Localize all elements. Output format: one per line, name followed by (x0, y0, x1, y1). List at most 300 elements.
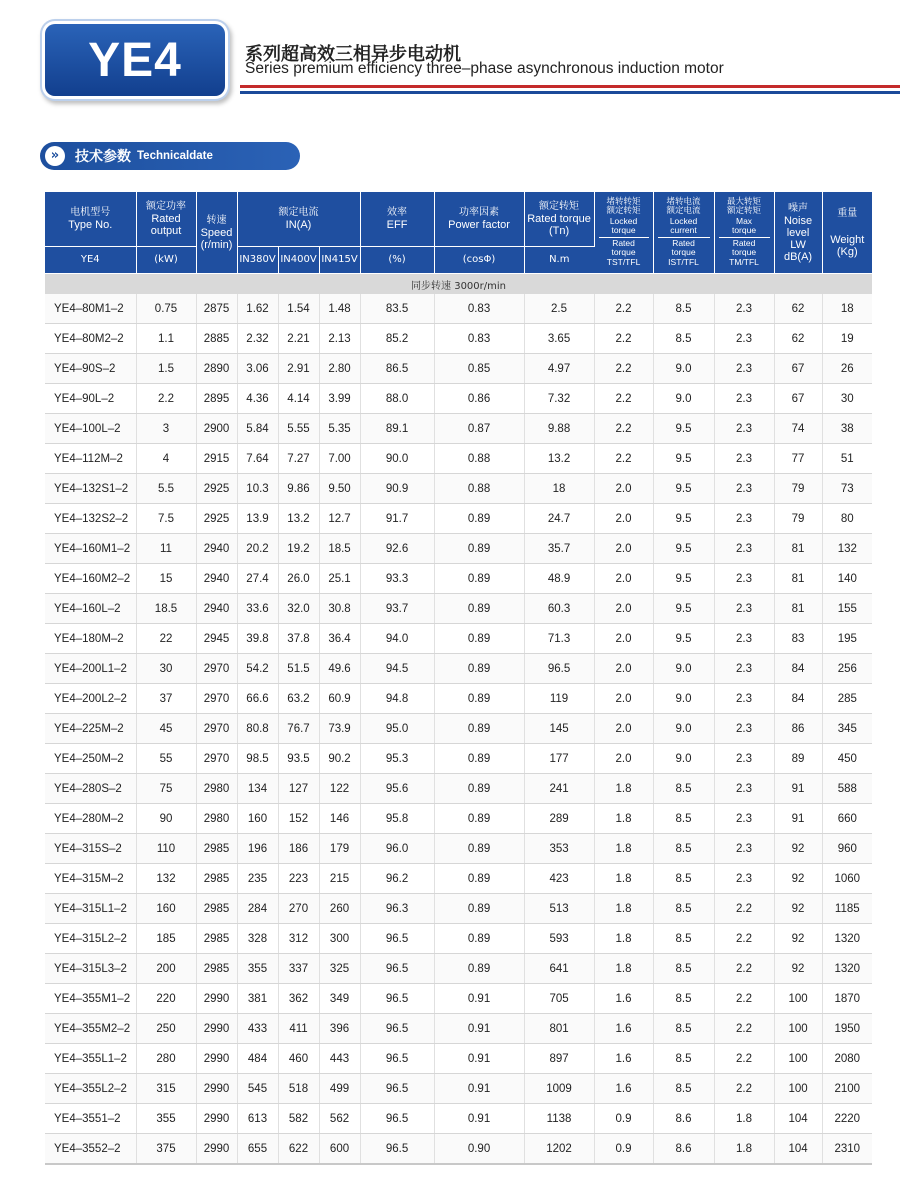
pf-en: Power factor (448, 219, 510, 231)
cell-weight: 588 (822, 774, 872, 804)
table-row (45, 744, 872, 774)
cell-weight: 1060 (822, 864, 872, 894)
cell-i415: 73.9 (319, 714, 360, 744)
cell-type: YE4–315M–2 (45, 864, 136, 894)
noise-en2: level (786, 226, 810, 239)
ist-en5: IST/TFL (668, 256, 699, 267)
table-row (45, 1044, 872, 1074)
cell-i400: 362 (278, 984, 319, 1014)
cell-pf: 0.85 (434, 354, 524, 384)
cell-i380: 433 (237, 1014, 278, 1044)
cell-i400: 63.2 (278, 684, 319, 714)
cell-tst: 2.2 (594, 324, 653, 354)
cell-i380: 5.84 (237, 414, 278, 444)
cell-ist: 8.5 (653, 1014, 714, 1044)
cell-eff: 96.5 (360, 1104, 434, 1134)
cell-i415: 60.9 (319, 684, 360, 714)
cell-speed: 2980 (196, 774, 237, 804)
cell-speed: 2875 (196, 294, 237, 324)
cell-pf: 0.83 (434, 294, 524, 324)
cell-eff: 94.8 (360, 684, 434, 714)
cell-i380: 484 (237, 1044, 278, 1074)
cell-tm: 2.3 (714, 834, 774, 864)
col-header-output (136, 192, 196, 247)
tm-en4: torque (731, 247, 757, 258)
cell-tst: 2.2 (594, 414, 653, 444)
cell-eff: 96.5 (360, 1134, 434, 1165)
cell-i415: 5.35 (319, 414, 360, 444)
cell-i380: 355 (237, 954, 278, 984)
cell-tm: 2.3 (714, 714, 774, 744)
cell-type: YE4–180M–2 (45, 624, 136, 654)
cell-pf: 0.87 (434, 414, 524, 444)
cell-speed: 2990 (196, 1134, 237, 1165)
cell-eff: 88.0 (360, 384, 434, 414)
cell-weight: 155 (822, 594, 872, 624)
table-row (45, 954, 872, 984)
eff-unit: (%) (360, 247, 434, 274)
cell-pf: 0.89 (434, 744, 524, 774)
cell-i400: 9.86 (278, 474, 319, 504)
cell-tm: 2.3 (714, 684, 774, 714)
cell-tn: 71.3 (524, 624, 594, 654)
section-title-cn: 技术参数 (75, 149, 131, 165)
cell-pf: 0.91 (434, 1104, 524, 1134)
cell-tst: 2.0 (594, 534, 653, 564)
cell-noise: 77 (774, 444, 822, 474)
cell-tn: 7.32 (524, 384, 594, 414)
cell-output: 75 (136, 774, 196, 804)
tst-en2: torque (611, 225, 636, 236)
cell-weight: 2310 (822, 1134, 872, 1165)
table-body (45, 294, 872, 1164)
cell-i400: 460 (278, 1044, 319, 1074)
cell-tst: 2.0 (594, 714, 653, 744)
tm-cn1: 最大转矩 (727, 196, 762, 207)
cell-noise: 67 (774, 384, 822, 414)
cell-tst: 1.8 (594, 864, 653, 894)
cell-i400: 152 (278, 804, 319, 834)
noise-en4: dB(A) (783, 250, 813, 263)
cell-speed: 2990 (196, 1074, 237, 1104)
cell-i415: 179 (319, 834, 360, 864)
cell-i380: 54.2 (237, 654, 278, 684)
col-header-tm (714, 192, 774, 274)
cell-ist: 8.5 (653, 324, 714, 354)
cell-tn: 897 (524, 1044, 594, 1074)
cell-weight: 132 (822, 534, 872, 564)
cell-eff: 96.5 (360, 954, 434, 984)
output-unit: (kW) (136, 247, 196, 274)
cell-type: YE4–315L2–2 (45, 924, 136, 954)
cell-tst: 2.2 (594, 384, 653, 414)
cell-ist: 9.5 (653, 414, 714, 444)
eff-en: EFF (386, 219, 408, 231)
cell-noise: 104 (774, 1134, 822, 1165)
cell-eff: 96.5 (360, 1014, 434, 1044)
cell-ist: 8.6 (653, 1134, 714, 1165)
cell-weight: 1320 (822, 954, 872, 984)
output-en2: output (150, 225, 182, 237)
cell-tm: 2.2 (714, 984, 774, 1014)
cell-tn: 177 (524, 744, 594, 774)
cell-output: 280 (136, 1044, 196, 1074)
cell-speed: 2885 (196, 324, 237, 354)
cell-i400: 4.14 (278, 384, 319, 414)
tst-en4: torque (611, 247, 636, 258)
cell-ist: 9.0 (653, 654, 714, 684)
cell-i415: 443 (319, 1044, 360, 1074)
cell-tst: 1.8 (594, 804, 653, 834)
header-rule-blue (240, 91, 900, 94)
cell-tm: 2.3 (714, 444, 774, 474)
sync-speed-row (45, 274, 872, 295)
cell-i380: 20.2 (237, 534, 278, 564)
tm-cn2: 额定转矩 (727, 206, 762, 217)
table-row (45, 594, 872, 624)
cell-ist: 8.5 (653, 774, 714, 804)
cell-weight: 73 (822, 474, 872, 504)
cell-pf: 0.89 (434, 804, 524, 834)
cell-tn: 241 (524, 774, 594, 804)
cell-i380: 284 (237, 894, 278, 924)
cell-tst: 1.8 (594, 774, 653, 804)
cell-noise: 84 (774, 654, 822, 684)
cell-i400: 5.55 (278, 414, 319, 444)
cell-pf: 0.89 (434, 714, 524, 744)
cell-i380: 613 (237, 1104, 278, 1134)
cell-i415: 1.48 (319, 294, 360, 324)
cell-i415: 300 (319, 924, 360, 954)
cell-i415: 562 (319, 1104, 360, 1134)
cell-tm: 1.8 (714, 1134, 774, 1165)
ye4-logo (45, 24, 225, 96)
cell-tst: 2.0 (594, 624, 653, 654)
speed-en: Speed (200, 226, 233, 239)
cell-pf: 0.89 (434, 834, 524, 864)
cell-speed: 2985 (196, 954, 237, 984)
cell-eff: 94.0 (360, 624, 434, 654)
cell-i400: 13.2 (278, 504, 319, 534)
cell-i415: 3.99 (319, 384, 360, 414)
table-row (45, 1014, 872, 1044)
cell-weight: 80 (822, 504, 872, 534)
cell-weight: 18 (822, 294, 872, 324)
cell-tn: 1138 (524, 1104, 594, 1134)
cell-tn: 641 (524, 954, 594, 984)
cell-ist: 8.5 (653, 294, 714, 324)
cell-tst: 2.2 (594, 354, 653, 384)
cell-eff: 96.5 (360, 924, 434, 954)
cell-weight: 19 (822, 324, 872, 354)
cell-speed: 2970 (196, 714, 237, 744)
cell-eff: 95.3 (360, 744, 434, 774)
cell-speed: 2970 (196, 744, 237, 774)
cell-pf: 0.89 (434, 894, 524, 924)
cell-eff: 94.5 (360, 654, 434, 684)
ist-en3: Rated (672, 237, 695, 248)
cell-speed: 2940 (196, 564, 237, 594)
cell-tm: 2.3 (714, 354, 774, 384)
table-row (45, 564, 872, 594)
cell-weight: 30 (822, 384, 872, 414)
cell-output: 7.5 (136, 504, 196, 534)
ist-cn2: 额定电流 (666, 206, 701, 217)
cell-weight: 1185 (822, 894, 872, 924)
cell-tst: 1.8 (594, 924, 653, 954)
cell-ist: 9.0 (653, 744, 714, 774)
cell-noise: 67 (774, 354, 822, 384)
logo-text: YE4 (88, 33, 182, 87)
technical-data-table (45, 192, 872, 1165)
cell-i415: 146 (319, 804, 360, 834)
cell-pf: 0.89 (434, 684, 524, 714)
cell-tn: 593 (524, 924, 594, 954)
cell-speed: 2970 (196, 684, 237, 714)
cell-speed: 2985 (196, 834, 237, 864)
cell-tn: 513 (524, 894, 594, 924)
cell-noise: 100 (774, 1074, 822, 1104)
section-title-en: Technicaldate (137, 150, 213, 162)
table-row (45, 294, 872, 324)
cell-eff: 85.2 (360, 324, 434, 354)
cell-i400: 19.2 (278, 534, 319, 564)
cell-ist: 9.5 (653, 444, 714, 474)
cell-type: YE4–100L–2 (45, 414, 136, 444)
cell-output: 0.75 (136, 294, 196, 324)
cell-noise: 92 (774, 924, 822, 954)
cell-i400: 1.54 (278, 294, 319, 324)
cell-output: 90 (136, 804, 196, 834)
cell-i380: 33.6 (237, 594, 278, 624)
cell-i415: 18.5 (319, 534, 360, 564)
page-title-cn: 系列超高效三相异步电动机 (245, 44, 461, 65)
cell-tm: 2.3 (714, 384, 774, 414)
cell-output: 15 (136, 564, 196, 594)
cell-tst: 2.2 (594, 294, 653, 324)
cell-i400: 37.8 (278, 624, 319, 654)
cell-i380: 80.8 (237, 714, 278, 744)
cell-speed: 2990 (196, 1044, 237, 1074)
ist-en1: Locked (669, 215, 698, 226)
table-row (45, 924, 872, 954)
cell-pf: 0.89 (434, 504, 524, 534)
cell-tn: 119 (524, 684, 594, 714)
cell-pf: 0.89 (434, 624, 524, 654)
cell-pf: 0.89 (434, 534, 524, 564)
cell-i400: 411 (278, 1014, 319, 1044)
cell-i380: 4.36 (237, 384, 278, 414)
cell-speed: 2940 (196, 534, 237, 564)
tn-en2: (Tn) (548, 225, 570, 237)
cell-i380: 235 (237, 864, 278, 894)
cell-tn: 35.7 (524, 534, 594, 564)
cell-weight: 1870 (822, 984, 872, 1014)
cell-tn: 705 (524, 984, 594, 1014)
table-row (45, 804, 872, 834)
double-chevron-right-icon: » (45, 146, 65, 166)
col-header-type (45, 192, 136, 247)
cell-tst: 1.8 (594, 834, 653, 864)
cell-i415: 499 (319, 1074, 360, 1104)
cell-type: YE4–160M2–2 (45, 564, 136, 594)
cell-eff: 95.6 (360, 774, 434, 804)
noise-en1: Noise (783, 214, 813, 227)
cell-i380: 545 (237, 1074, 278, 1104)
table-row (45, 504, 872, 534)
cell-type: YE4–355L1–2 (45, 1044, 136, 1074)
cell-type: YE4–3551–2 (45, 1104, 136, 1134)
cell-output: 5.5 (136, 474, 196, 504)
cell-tn: 353 (524, 834, 594, 864)
table-row (45, 1074, 872, 1104)
cell-i415: 9.50 (319, 474, 360, 504)
cell-weight: 960 (822, 834, 872, 864)
current-380v: IN380V (237, 247, 278, 274)
noise-cn: 噪声 (788, 202, 809, 214)
cell-tst: 2.0 (594, 504, 653, 534)
cell-i380: 98.5 (237, 744, 278, 774)
cell-output: 250 (136, 1014, 196, 1044)
cell-type: YE4–112M–2 (45, 444, 136, 474)
cell-noise: 100 (774, 984, 822, 1014)
cell-pf: 0.90 (434, 1134, 524, 1165)
cell-speed: 2990 (196, 1014, 237, 1044)
cell-i415: 7.00 (319, 444, 360, 474)
cell-i400: 337 (278, 954, 319, 984)
cell-i415: 49.6 (319, 654, 360, 684)
cell-noise: 92 (774, 954, 822, 984)
cell-i400: 7.27 (278, 444, 319, 474)
cell-output: 1.5 (136, 354, 196, 384)
cell-tn: 96.5 (524, 654, 594, 684)
cell-noise: 83 (774, 624, 822, 654)
cell-tst: 2.0 (594, 654, 653, 684)
table-row (45, 384, 872, 414)
cell-weight: 450 (822, 744, 872, 774)
cell-output: 3 (136, 414, 196, 444)
cell-tm: 2.3 (714, 744, 774, 774)
cell-ist: 9.5 (653, 534, 714, 564)
pf-unit: (cosΦ) (434, 247, 524, 274)
cell-noise: 62 (774, 294, 822, 324)
ist-cn1: 堵转电流 (666, 196, 701, 207)
cell-weight: 660 (822, 804, 872, 834)
cell-tm: 2.3 (714, 624, 774, 654)
cell-tst: 1.6 (594, 1014, 653, 1044)
cell-i380: 1.62 (237, 294, 278, 324)
cell-pf: 0.91 (434, 1044, 524, 1074)
cell-eff: 96.2 (360, 864, 434, 894)
tst-cn2: 额定转矩 (606, 206, 641, 217)
cell-eff: 93.7 (360, 594, 434, 624)
ist-en4: torque (671, 247, 696, 258)
cell-type: YE4–355L2–2 (45, 1074, 136, 1104)
cell-tn: 145 (524, 714, 594, 744)
cell-eff: 96.5 (360, 1074, 434, 1104)
cell-speed: 2990 (196, 984, 237, 1014)
cell-pf: 0.89 (434, 924, 524, 954)
cell-tn: 1009 (524, 1074, 594, 1104)
cell-ist: 9.5 (653, 624, 714, 654)
cell-output: 200 (136, 954, 196, 984)
cell-eff: 95.8 (360, 804, 434, 834)
cell-tst: 0.9 (594, 1104, 653, 1134)
cell-noise: 92 (774, 834, 822, 864)
col-header-rated-torque (524, 192, 594, 247)
cell-i400: 622 (278, 1134, 319, 1165)
cell-ist: 9.5 (653, 564, 714, 594)
cell-tst: 2.2 (594, 444, 653, 474)
cell-speed: 2890 (196, 354, 237, 384)
cell-speed: 2900 (196, 414, 237, 444)
table-row (45, 1134, 872, 1165)
cell-tn: 60.3 (524, 594, 594, 624)
cell-noise: 79 (774, 504, 822, 534)
cell-weight: 2220 (822, 1104, 872, 1134)
table-row (45, 474, 872, 504)
tn-en1: Rated torque (527, 213, 591, 225)
cell-i400: 93.5 (278, 744, 319, 774)
cell-ist: 9.5 (653, 594, 714, 624)
cell-noise: 84 (774, 684, 822, 714)
cell-type: YE4–315L1–2 (45, 894, 136, 924)
cell-noise: 104 (774, 1104, 822, 1134)
cell-tst: 2.0 (594, 594, 653, 624)
cell-i380: 13.9 (237, 504, 278, 534)
cell-weight: 1320 (822, 924, 872, 954)
cell-weight: 195 (822, 624, 872, 654)
table-row (45, 354, 872, 384)
cell-noise: 91 (774, 804, 822, 834)
cell-type: YE4–160M1–2 (45, 534, 136, 564)
cell-ist: 8.5 (653, 864, 714, 894)
cell-tm: 2.2 (714, 1074, 774, 1104)
cell-ist: 8.5 (653, 924, 714, 954)
cell-i415: 600 (319, 1134, 360, 1165)
cell-weight: 1950 (822, 1014, 872, 1044)
cell-tm: 2.3 (714, 804, 774, 834)
cell-pf: 0.91 (434, 984, 524, 1014)
table-row (45, 834, 872, 864)
cell-tn: 4.97 (524, 354, 594, 384)
cell-speed: 2925 (196, 474, 237, 504)
current-400v: IN400V (278, 247, 319, 274)
cell-pf: 0.91 (434, 1014, 524, 1044)
cell-i380: 381 (237, 984, 278, 1014)
cell-type: YE4–160L–2 (45, 594, 136, 624)
cell-tm: 2.3 (714, 594, 774, 624)
type-series-label: YE4 (45, 247, 136, 274)
cell-speed: 2985 (196, 924, 237, 954)
cell-speed: 2940 (196, 594, 237, 624)
cell-tn: 3.65 (524, 324, 594, 354)
noise-en3: LW (790, 238, 806, 251)
cell-eff: 90.9 (360, 474, 434, 504)
cell-output: 132 (136, 864, 196, 894)
cell-output: 1.1 (136, 324, 196, 354)
cell-tst: 1.8 (594, 954, 653, 984)
cell-noise: 81 (774, 534, 822, 564)
cell-pf: 0.89 (434, 864, 524, 894)
cell-i415: 260 (319, 894, 360, 924)
cell-tm: 2.3 (714, 504, 774, 534)
cell-output: 185 (136, 924, 196, 954)
cell-weight: 345 (822, 714, 872, 744)
weight-cn: 重量 (837, 207, 858, 219)
cell-noise: 92 (774, 864, 822, 894)
cell-noise: 91 (774, 774, 822, 804)
